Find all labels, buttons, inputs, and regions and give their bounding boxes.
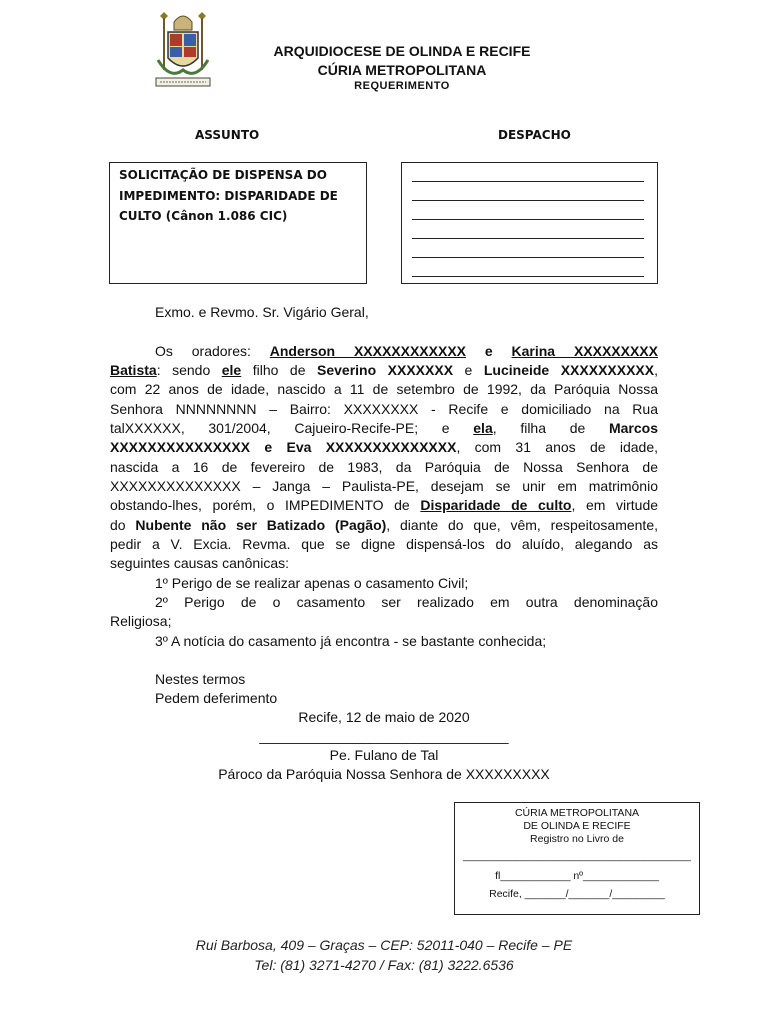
despacho-label: DESPACHO	[498, 128, 571, 142]
body-line: nascida a 16 de fevereiro de 1983, da Paróquia de Nossa Senhora de	[110, 459, 658, 475]
despacho-line	[412, 276, 644, 277]
footer-phones: Tel: (81) 3271-4270 / Fax: (81) 3222.6536	[254, 957, 514, 973]
signer-name: Pe. Fulano de Tal	[329, 747, 439, 763]
stamp-date-field[interactable]: Recife, _______/_______/_________	[489, 888, 665, 900]
greeting: Exmo. e Revmo. Sr. Vigário Geral,	[155, 304, 369, 320]
stamp-book-field[interactable]: _______________________________________	[463, 850, 691, 862]
despacho-box[interactable]	[401, 162, 658, 284]
body-line: com 22 anos de idade, nascido a 11 de setembro de 1992, da Paróquia Nossa	[110, 381, 658, 397]
body-line: Batista: sendo ele filho de Severino XXXXXXX e Lucineide XXXXXXXXXX,	[110, 362, 658, 378]
cause-item: Religiosa;	[110, 613, 172, 629]
despacho-line	[412, 238, 644, 239]
cause-item: 2º Perigo de o casamento ser realizado em outra denominação	[155, 594, 658, 610]
assunto-line: CULTO (Cânon 1.086 CIC)	[119, 209, 288, 223]
body-line: talXXXXXX, 301/2004, Cajueiro-Recife-PE; e ela, filha de Marcos	[110, 420, 658, 436]
stamp-page-number-field[interactable]: fl____________ nº_____________	[495, 870, 659, 882]
body-line: XXXXXXXXXXXXXX – Janga – Paulista-PE, desejam se unir em matrimônio	[110, 478, 658, 494]
body-line: obstando-lhes, porém, o IMPEDIMENTO de Disparidade de culto, em virtude	[110, 497, 659, 513]
body-line: Senhora NNNNNNNN – Bairro: XXXXXXXX - Recife e domiciliado na Rua	[110, 401, 658, 417]
cause-item: 1º Perigo de se realizar apenas o casamento Civil;	[155, 575, 469, 591]
registry-stamp-box	[454, 802, 700, 915]
body-line: seguintes causas canônicas:	[110, 555, 289, 571]
despacho-line	[412, 219, 644, 220]
signature-line[interactable]: ________________________________	[259, 728, 509, 744]
closing-terms: Nestes termos	[155, 671, 246, 687]
curia-title: CÚRIA METROPOLITANA	[317, 62, 487, 78]
body-line: Os oradores: Anderson XXXXXXXXXXXX e Karina XXXXXXXXX	[155, 343, 658, 359]
archdiocese-title: ARQUIDIOCESE DE OLINDA E RECIFE	[273, 43, 531, 59]
stamp-curia: CÚRIA METROPOLITANA	[514, 807, 640, 819]
document-type: REQUERIMENTO	[354, 80, 450, 92]
assunto-text	[119, 165, 359, 227]
stamp-registry-label: Registro no Livro de	[530, 833, 624, 845]
bride-name: Karina XXXXXXXXX	[511, 343, 658, 359]
stamp-diocese: DE OLINDA E RECIFE	[523, 820, 631, 832]
footer-address: Rui Barbosa, 409 – Graças – CEP: 52011-040 – Recife – PE	[195, 937, 573, 953]
body-line: do Nubente não ser Batizado (Pagão), diante do que, vêm, respeitosamente,	[110, 517, 658, 533]
assunto-line: IMPEDIMENTO: DISPARIDADE DE	[119, 188, 338, 203]
body-line: XXXXXXXXXXXXXXX e Eva XXXXXXXXXXXXXX, com 31 anos de idade,	[110, 439, 658, 455]
place-date: Recife, 12 de maio de 2020	[298, 709, 470, 725]
groom-name: Anderson XXXXXXXXXXXX	[269, 343, 466, 359]
signer-role: Pároco da Paróquia Nossa Senhora de XXXXXXXXX	[218, 766, 550, 782]
closing-request: Pedem deferimento	[155, 690, 278, 706]
despacho-line	[412, 200, 644, 201]
cause-item: 3º A notícia do casamento já encontra - se bastante conhecida;	[155, 633, 547, 649]
body-line: pedir a V. Excia. Revma. que se digne dispensá-los do aluído, alegando as	[110, 536, 658, 552]
despacho-line	[412, 257, 644, 258]
assunto-line: SOLICITAÇÃO DE DISPENSA DO	[119, 168, 327, 182]
assunto-label: ASSUNTO	[195, 128, 260, 142]
despacho-line	[412, 181, 644, 182]
